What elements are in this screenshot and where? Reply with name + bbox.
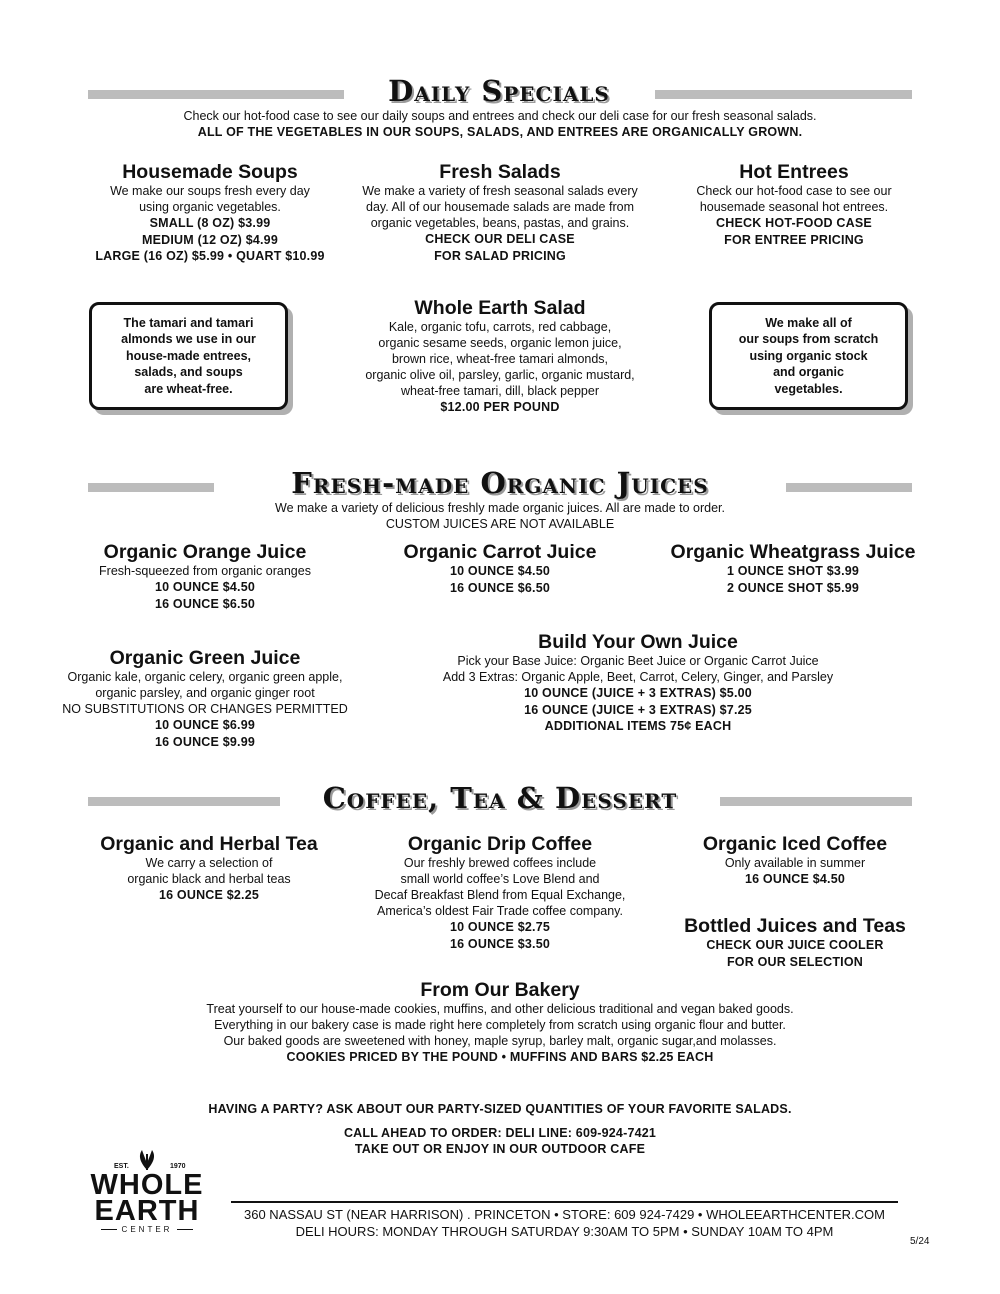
whole-earth-salad-section	[330, 297, 670, 416]
bakery-title: From Our Bakery	[420, 979, 580, 1001]
daily-intro: Check our hot-food case to see our daily soups and entrees and check our deli case for our fresh seasonal salads.	[183, 109, 817, 123]
callout-line: our soups from scratch	[738, 332, 879, 347]
divider-rule	[655, 90, 912, 99]
salad-ingredients: wheat-free tamari, dill, black pepper	[400, 384, 599, 398]
callout-line: almonds we use in our	[121, 332, 256, 347]
iced-coffee-title: Organic Iced Coffee	[702, 833, 888, 855]
green-juice-section	[45, 647, 365, 750]
salad-ingredients: Kale, organic tofu, carrots, red cabbage,	[388, 320, 612, 334]
soups-section	[60, 161, 360, 265]
salad-ingredients: brown rice, wheat-free tamari almonds,	[391, 352, 609, 366]
drip-coffee-price: 16 OUNCE $3.50	[449, 936, 551, 951]
orange-juice-section	[55, 541, 355, 612]
soups-price: SMALL (8 OZ) $3.99	[149, 216, 271, 230]
tea-title: Organic and Herbal Tea	[100, 833, 318, 855]
version-label: 5/24	[910, 1236, 930, 1247]
drip-coffee-price: 10 OUNCE $2.75	[449, 920, 551, 934]
bottled-price: CHECK OUR JUICE COOLER	[706, 938, 884, 952]
orange-juice-price: 10 OUNCE $4.50	[154, 580, 256, 594]
juices-title: Fresh-made Organic Juices	[291, 466, 709, 500]
byo-juice-desc: Add 3 Extras: Organic Apple, Beet, Carrot, Celery, Ginger, and Parsley	[442, 670, 834, 684]
callout-line: We make all of	[765, 315, 852, 330]
divider-rule	[88, 90, 344, 99]
callout-line: The tamari and tamari	[123, 315, 254, 330]
orange-juice-price: 16 OUNCE $6.50	[154, 596, 256, 611]
green-juice-price: 16 OUNCE $9.99	[154, 734, 256, 749]
whole-earth-logo	[84, 1148, 210, 1234]
carrot-juice-price: 10 OUNCE $4.50	[449, 564, 551, 578]
iced-coffee-price: 16 OUNCE $4.50	[744, 872, 846, 886]
logo-whole: WHOLE	[90, 1169, 204, 1201]
entrees-desc: Check our hot-food case to see our	[696, 184, 892, 198]
orange-juice-title: Organic Orange Juice	[103, 541, 307, 563]
salads-desc: We make a variety of fresh seasonal salads every	[362, 184, 638, 198]
divider-rule	[88, 797, 280, 806]
wheat-free-callout	[89, 302, 288, 410]
green-juice-desc: NO SUBSTITUTIONS OR CHANGES PERMITTED	[62, 702, 348, 716]
green-juice-price: 10 OUNCE $6.99	[154, 718, 256, 732]
callout-line: salads, and soups	[134, 365, 243, 380]
salads-title: Fresh Salads	[439, 161, 561, 183]
drip-coffee-desc: Decaf Breakfast Blend from Equal Exchange,	[374, 888, 626, 902]
tea-price: 16 OUNCE $2.25	[158, 888, 260, 902]
soups-desc: We make our soups fresh every day	[110, 184, 310, 198]
soups-desc: using organic vegetables.	[139, 200, 281, 214]
logo-est: EST.	[114, 1163, 129, 1170]
wheatgrass-juice-section	[643, 541, 943, 596]
salads-desc: day. All of our housemade salads are made from	[366, 200, 634, 214]
drip-coffee-section	[340, 833, 660, 952]
takeout-note: TAKE OUT OR ENJOY IN OUR OUTDOOR CAFE	[354, 1142, 646, 1156]
drip-coffee-desc: America’s oldest Fair Trade coffee company.	[377, 904, 623, 918]
salad-ingredients: organic sesame seeds, organic lemon juice,	[378, 336, 622, 350]
footer-rule	[231, 1201, 898, 1203]
drip-coffee-title: Organic Drip Coffee	[407, 833, 593, 855]
callout-line: and organic	[773, 365, 844, 380]
entrees-title: Hot Entrees	[739, 161, 849, 183]
callout-line: are wheat-free.	[144, 381, 233, 396]
green-juice-desc: Organic kale, organic celery, organic green apple,	[67, 670, 343, 684]
call-ahead: CALL AHEAD TO ORDER: DELI LINE: 609-924-7421	[343, 1126, 657, 1140]
callout-line: using organic stock	[749, 348, 868, 363]
salads-price: CHECK OUR DELI CASE	[425, 232, 575, 246]
hours-line: DELI HOURS: MONDAY THROUGH SATURDAY 9:30AM TO 5PM • SUNDAY 10AM TO 4PM	[295, 1224, 834, 1239]
address-line: 360 NASSAU ST (NEAR HARRISON) . PRINCETON • STORE: 609 924-7429 • WHOLEEARTHCENTER.COM	[244, 1207, 885, 1222]
iced-coffee-desc: Only available in summer	[724, 856, 866, 870]
byo-juice-desc: Pick your Base Juice: Organic Beet Juice or Organic Carrot Juice	[457, 654, 819, 668]
organic-note: ALL OF THE VEGETABLES IN OUR SOUPS, SALADS, AND ENTREES ARE ORGANICALLY GROWN.	[197, 125, 803, 139]
salads-desc: organic vegetables, beans, pastas, and grains.	[370, 216, 630, 230]
logo-center: CENTER	[121, 1225, 173, 1234]
juices-intro: We make a variety of delicious freshly made organic juices. All are made to order.	[275, 501, 725, 515]
party-note: HAVING A PARTY? ASK ABOUT OUR PARTY-SIZED QUANTITIES OF YOUR FAVORITE SALADS.	[208, 1102, 792, 1116]
tea-section	[59, 833, 359, 904]
soups-price: MEDIUM (12 OZ) $4.99	[142, 232, 278, 247]
soups-title: Housemade Soups	[122, 161, 298, 183]
bakery-section	[150, 979, 850, 1066]
orange-juice-desc: Fresh-squeezed from organic oranges	[99, 564, 311, 578]
bakery-desc: Everything in our bakery case is made right here completely from scratch using organic flour and butter.	[214, 1018, 786, 1032]
coffee-title: Coffee, Tea & Dessert	[322, 781, 678, 815]
tea-desc: organic black and herbal teas	[127, 872, 291, 886]
callout-line: vegetables.	[774, 381, 843, 396]
build-your-own-juice-section	[418, 631, 858, 735]
scratch-soups-callout	[709, 302, 908, 410]
wheatgrass-juice-title: Organic Wheatgrass Juice	[670, 541, 916, 563]
bakery-price: COOKIES PRICED BY THE POUND • MUFFINS AND BARS $2.25 EACH	[286, 1050, 714, 1064]
juices-note: CUSTOM JUICES ARE NOT AVAILABLE	[385, 517, 615, 531]
salad-ingredients: organic olive oil, parsley, garlic, organic mustard,	[365, 368, 635, 382]
drip-coffee-desc: Our freshly brewed coffees include	[403, 856, 597, 870]
bottled-section	[645, 915, 945, 970]
drip-coffee-desc: small world coffee’s Love Blend and	[400, 872, 600, 886]
carrot-juice-section	[350, 541, 650, 596]
whole-earth-salad-price: $12.00 PER POUND	[440, 400, 560, 414]
byo-juice-price: ADDITIONAL ITEMS 75¢ EACH	[544, 719, 732, 733]
iced-coffee-section	[645, 833, 945, 888]
bottled-price: FOR OUR SELECTION	[726, 954, 864, 969]
callout-line: house-made entrees,	[125, 348, 252, 363]
carrot-juice-title: Organic Carrot Juice	[403, 541, 597, 563]
entrees-section	[644, 161, 944, 248]
green-juice-title: Organic Green Juice	[109, 647, 301, 669]
entrees-desc: housemade seasonal hot entrees.	[699, 200, 889, 214]
bakery-desc: Our baked goods are sweetened with honey, maple syrup, barley malt, organic sugar,and molasses.	[223, 1034, 777, 1048]
byo-juice-price: 10 OUNCE (JUICE + 3 EXTRAS) $5.00	[524, 686, 752, 700]
tea-desc: We carry a selection of	[145, 856, 273, 870]
carrot-juice-price: 16 OUNCE $6.50	[449, 580, 551, 595]
divider-rule	[720, 797, 912, 806]
divider-rule	[786, 483, 912, 492]
divider-rule	[88, 483, 214, 492]
wheatgrass-juice-price: 1 OUNCE SHOT $3.99	[726, 564, 860, 578]
soups-price: LARGE (16 OZ) $5.99 • QUART $10.99	[95, 249, 325, 263]
bakery-desc: Treat yourself to our house-made cookies, muffins, and other delicious traditional and vegan baked goods.	[206, 1002, 794, 1016]
wheatgrass-juice-price: 2 OUNCE SHOT $5.99	[726, 580, 860, 595]
entrees-price: FOR ENTREE PRICING	[724, 232, 864, 247]
green-juice-desc: organic parsley, and organic ginger root	[95, 686, 315, 700]
logo-year: 1970	[170, 1163, 186, 1170]
byo-juice-price: 16 OUNCE (JUICE + 3 EXTRAS) $7.25	[524, 702, 752, 717]
entrees-price: CHECK HOT-FOOD CASE	[716, 216, 872, 230]
byo-juice-title: Build Your Own Juice	[538, 631, 738, 653]
whole-earth-salad-title: Whole Earth Salad	[414, 297, 586, 319]
salads-price: FOR SALAD PRICING	[434, 248, 566, 263]
salads-section	[350, 161, 650, 264]
daily-specials-title: Daily Specials	[388, 74, 610, 108]
logo-earth: EARTH	[94, 1195, 200, 1227]
bottled-title: Bottled Juices and Teas	[684, 915, 906, 937]
